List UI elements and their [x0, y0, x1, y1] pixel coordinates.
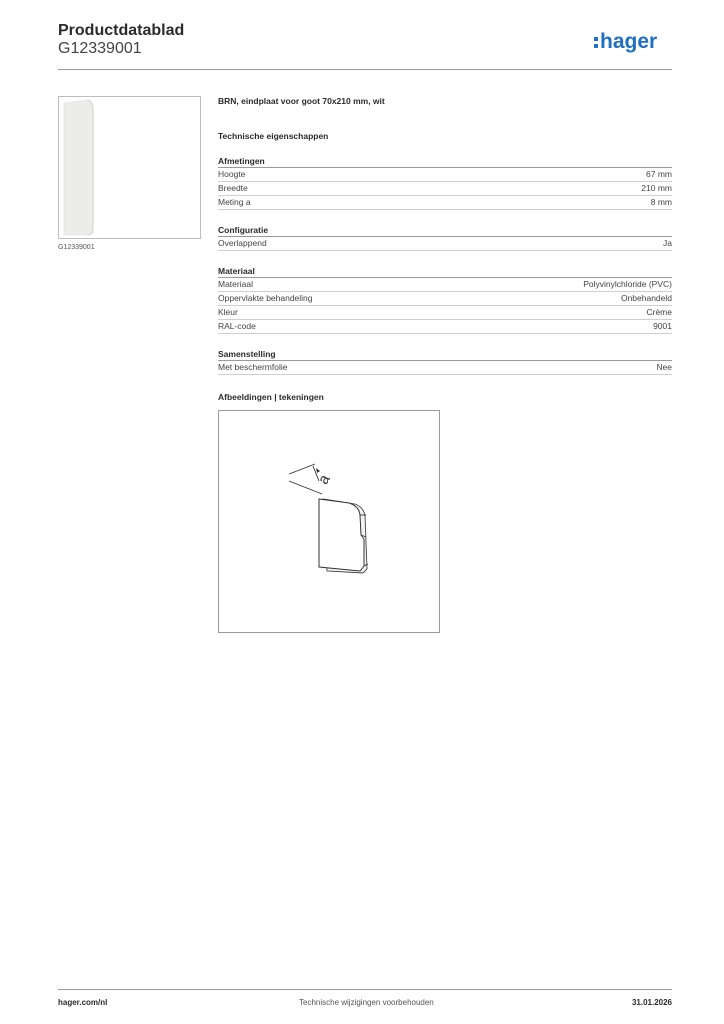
spec-label: Breedte [218, 183, 248, 193]
spec-row [218, 196, 672, 210]
logo-dot-bottom [594, 44, 598, 48]
spec-value: 67 mm [646, 169, 672, 179]
spec-label: RAL-code [218, 321, 256, 331]
spec-group-configuratie [218, 224, 672, 251]
dimension-line-top [289, 464, 315, 474]
product-thumbnail-image [59, 97, 200, 238]
spec-value: Onbehandeld [620, 293, 672, 303]
spec-group-samenstelling [218, 348, 672, 375]
spec-label: Overlappend [218, 238, 267, 248]
logo-dot-top [594, 37, 598, 41]
spec-row [218, 182, 672, 196]
product-description: BRN, eindplaat voor goot 70x210 mm, wit [218, 96, 385, 106]
product-thumbnail [58, 96, 201, 239]
spec-row [218, 361, 672, 375]
end-plate-drawing [219, 411, 439, 632]
spec-value: Crème [646, 307, 672, 317]
spec-group-title: Samenstelling [218, 348, 672, 361]
spec-label: Meting a [218, 197, 251, 207]
thumbnail-caption: G12339001 [58, 244, 95, 251]
footer-date: 31.01.2026 [631, 998, 672, 1007]
page-title: Productdatablad [58, 22, 185, 39]
spec-label: Kleur [218, 307, 238, 317]
spec-value: 210 mm [641, 183, 672, 193]
spec-label: Hoogte [218, 169, 246, 179]
footer-website: hager.com/nl [58, 998, 108, 1007]
logo-text: hager [600, 30, 658, 53]
spec-label: Oppervlakte behandeling [218, 293, 313, 303]
dimension-label: a [314, 471, 334, 488]
spec-group-title: Afmetingen [218, 155, 672, 168]
header-divider [58, 69, 672, 70]
hager-logo [594, 27, 676, 57]
product-code: G12339001 [58, 40, 142, 57]
footer-disclaimer: Technische wijzigingen voorbehouden [299, 998, 434, 1007]
footer-divider [58, 989, 672, 990]
spec-row [218, 278, 672, 292]
spec-value: 8 mm [650, 197, 672, 207]
spec-value: 9001 [653, 321, 672, 331]
spec-row [218, 237, 672, 251]
dimension-line-bottom [289, 481, 322, 494]
specs-title: Technische eigenschappen [218, 131, 329, 141]
technical-drawing [218, 410, 440, 633]
spec-group-title: Configuratie [218, 224, 672, 237]
spec-group-materiaal [218, 265, 672, 334]
spec-value: Polyvinylchloride (PVC) [583, 279, 672, 289]
spec-group-afmetingen [218, 155, 672, 210]
content-column [218, 96, 672, 633]
images-title: Afbeeldingen | tekeningen [218, 392, 324, 402]
spec-row [218, 320, 672, 334]
spec-label: Materiaal [218, 279, 253, 289]
spec-value: Nee [656, 362, 672, 372]
spec-label: Met beschermfolie [218, 362, 288, 372]
spec-value: Ja [663, 238, 672, 248]
spec-group-title: Materiaal [218, 265, 672, 278]
spec-row [218, 306, 672, 320]
spec-row [218, 168, 672, 182]
end-plate-front [319, 499, 364, 571]
spec-row [218, 292, 672, 306]
